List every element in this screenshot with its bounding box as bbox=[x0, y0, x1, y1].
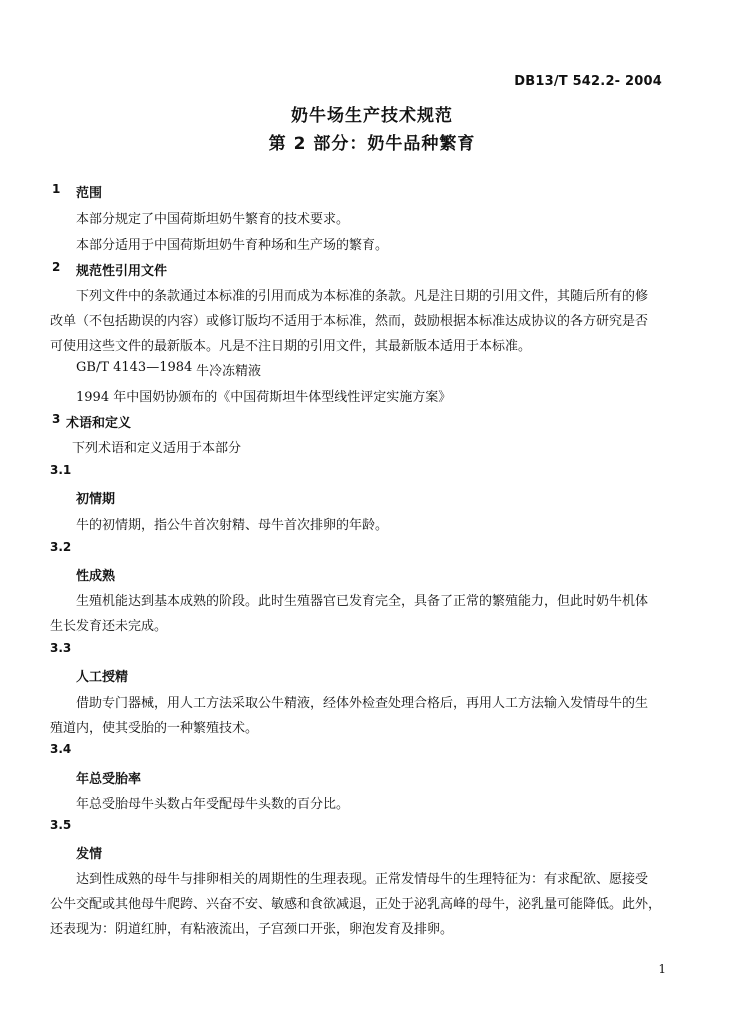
reference-1-title: 牛冷冻精液 bbox=[196, 364, 262, 379]
term-heading: 初情期 bbox=[76, 492, 116, 507]
reference-2: 1994 年中国奶协颁布的《中国荷斯坦牛体型线性评定实施方案》 bbox=[76, 390, 452, 405]
term-definition-cont: 公牛交配或其他母牛爬跨、兴奋不安、敏感和食欲减退，正处于泌乳高峰的母牛，泌乳量可能降低。此外， bbox=[50, 897, 662, 912]
section-1-heading: 范围 bbox=[76, 186, 103, 201]
section-1-para-1: 本部分规定了中国荷斯坦奶牛繁育的技术要求。 bbox=[76, 212, 350, 227]
term-number: 3.5 bbox=[50, 818, 72, 832]
section-3-heading: 术语和定义 bbox=[66, 416, 132, 431]
term-heading: 性成熟 bbox=[76, 569, 116, 584]
standard-code: DB13/T 542.2- 2004 bbox=[514, 74, 662, 89]
term-heading: 年总受胎率 bbox=[76, 772, 142, 787]
section-1-para-2: 本部分适用于中国荷斯坦奶牛育种场和生产场的繁育。 bbox=[76, 238, 389, 253]
section-1-number: 1 bbox=[52, 182, 61, 196]
term-number: 3.3 bbox=[50, 641, 72, 655]
section-3-intro: 下列术语和定义适用于本部分 bbox=[72, 441, 242, 456]
section-2-heading: 规范性引用文件 bbox=[76, 264, 168, 279]
section-2-para-line-3: 可使用这些文件的最新版本。凡是不注日期的引用文件，其最新版本适用于本标准。 bbox=[50, 339, 532, 354]
term-definition: 达到性成熟的母牛与排卵相关的周期性的生理表现。正常发情母牛的生理特征为：有求配欲、愿接受 bbox=[76, 872, 649, 887]
term-definition: 年总受胎母牛头数占年受配母牛头数的百分比。 bbox=[76, 797, 350, 812]
reference-1-code: GB/T 4143—1984 bbox=[76, 360, 193, 375]
term-definition: 借助专门器械，用人工方法采取公牛精液，经体外检查处理合格后，再用人工方法输入发情母牛的生 bbox=[76, 696, 649, 711]
document-subtitle: 第 2 部分：奶牛品种繁育 bbox=[268, 134, 476, 154]
document-title: 奶牛场生产技术规范 bbox=[291, 106, 453, 126]
term-number: 3.2 bbox=[50, 540, 72, 554]
term-heading: 人工授精 bbox=[76, 670, 129, 685]
section-2-para-line-1: 下列文件中的条款通过本标准的引用而成为本标准的条款。凡是注日期的引用文件，其随后所有的修 bbox=[76, 289, 649, 304]
term-number: 3.4 bbox=[50, 742, 72, 756]
term-heading: 发情 bbox=[76, 847, 103, 862]
section-3-number: 3 bbox=[52, 412, 61, 426]
term-definition: 生殖机能达到基本成熟的阶段。此时生殖器官已发育完全，具备了正常的繁殖能力，但此时奶牛机体 bbox=[76, 594, 649, 609]
term-number: 3.1 bbox=[50, 463, 72, 477]
term-definition-cont: 生长发育还未完成。 bbox=[50, 619, 168, 634]
section-2-para-line-2: 改单（不包括勘误的内容）或修订版均不适用于本标准，然而，鼓励根据本标准达成协议的各方研究是否 bbox=[50, 314, 649, 329]
term-definition: 牛的初情期，指公牛首次射精、母牛首次排卵的年龄。 bbox=[76, 518, 389, 533]
page-number: 1 bbox=[658, 962, 666, 976]
term-definition-cont: 殖道内，使其受胎的一种繁殖技术。 bbox=[50, 721, 259, 736]
term-definition-cont: 还表现为：阴道红肿，有粘液流出，子宫颈口开张，卵泡发育及排卵。 bbox=[50, 922, 454, 937]
section-2-number: 2 bbox=[52, 260, 61, 274]
